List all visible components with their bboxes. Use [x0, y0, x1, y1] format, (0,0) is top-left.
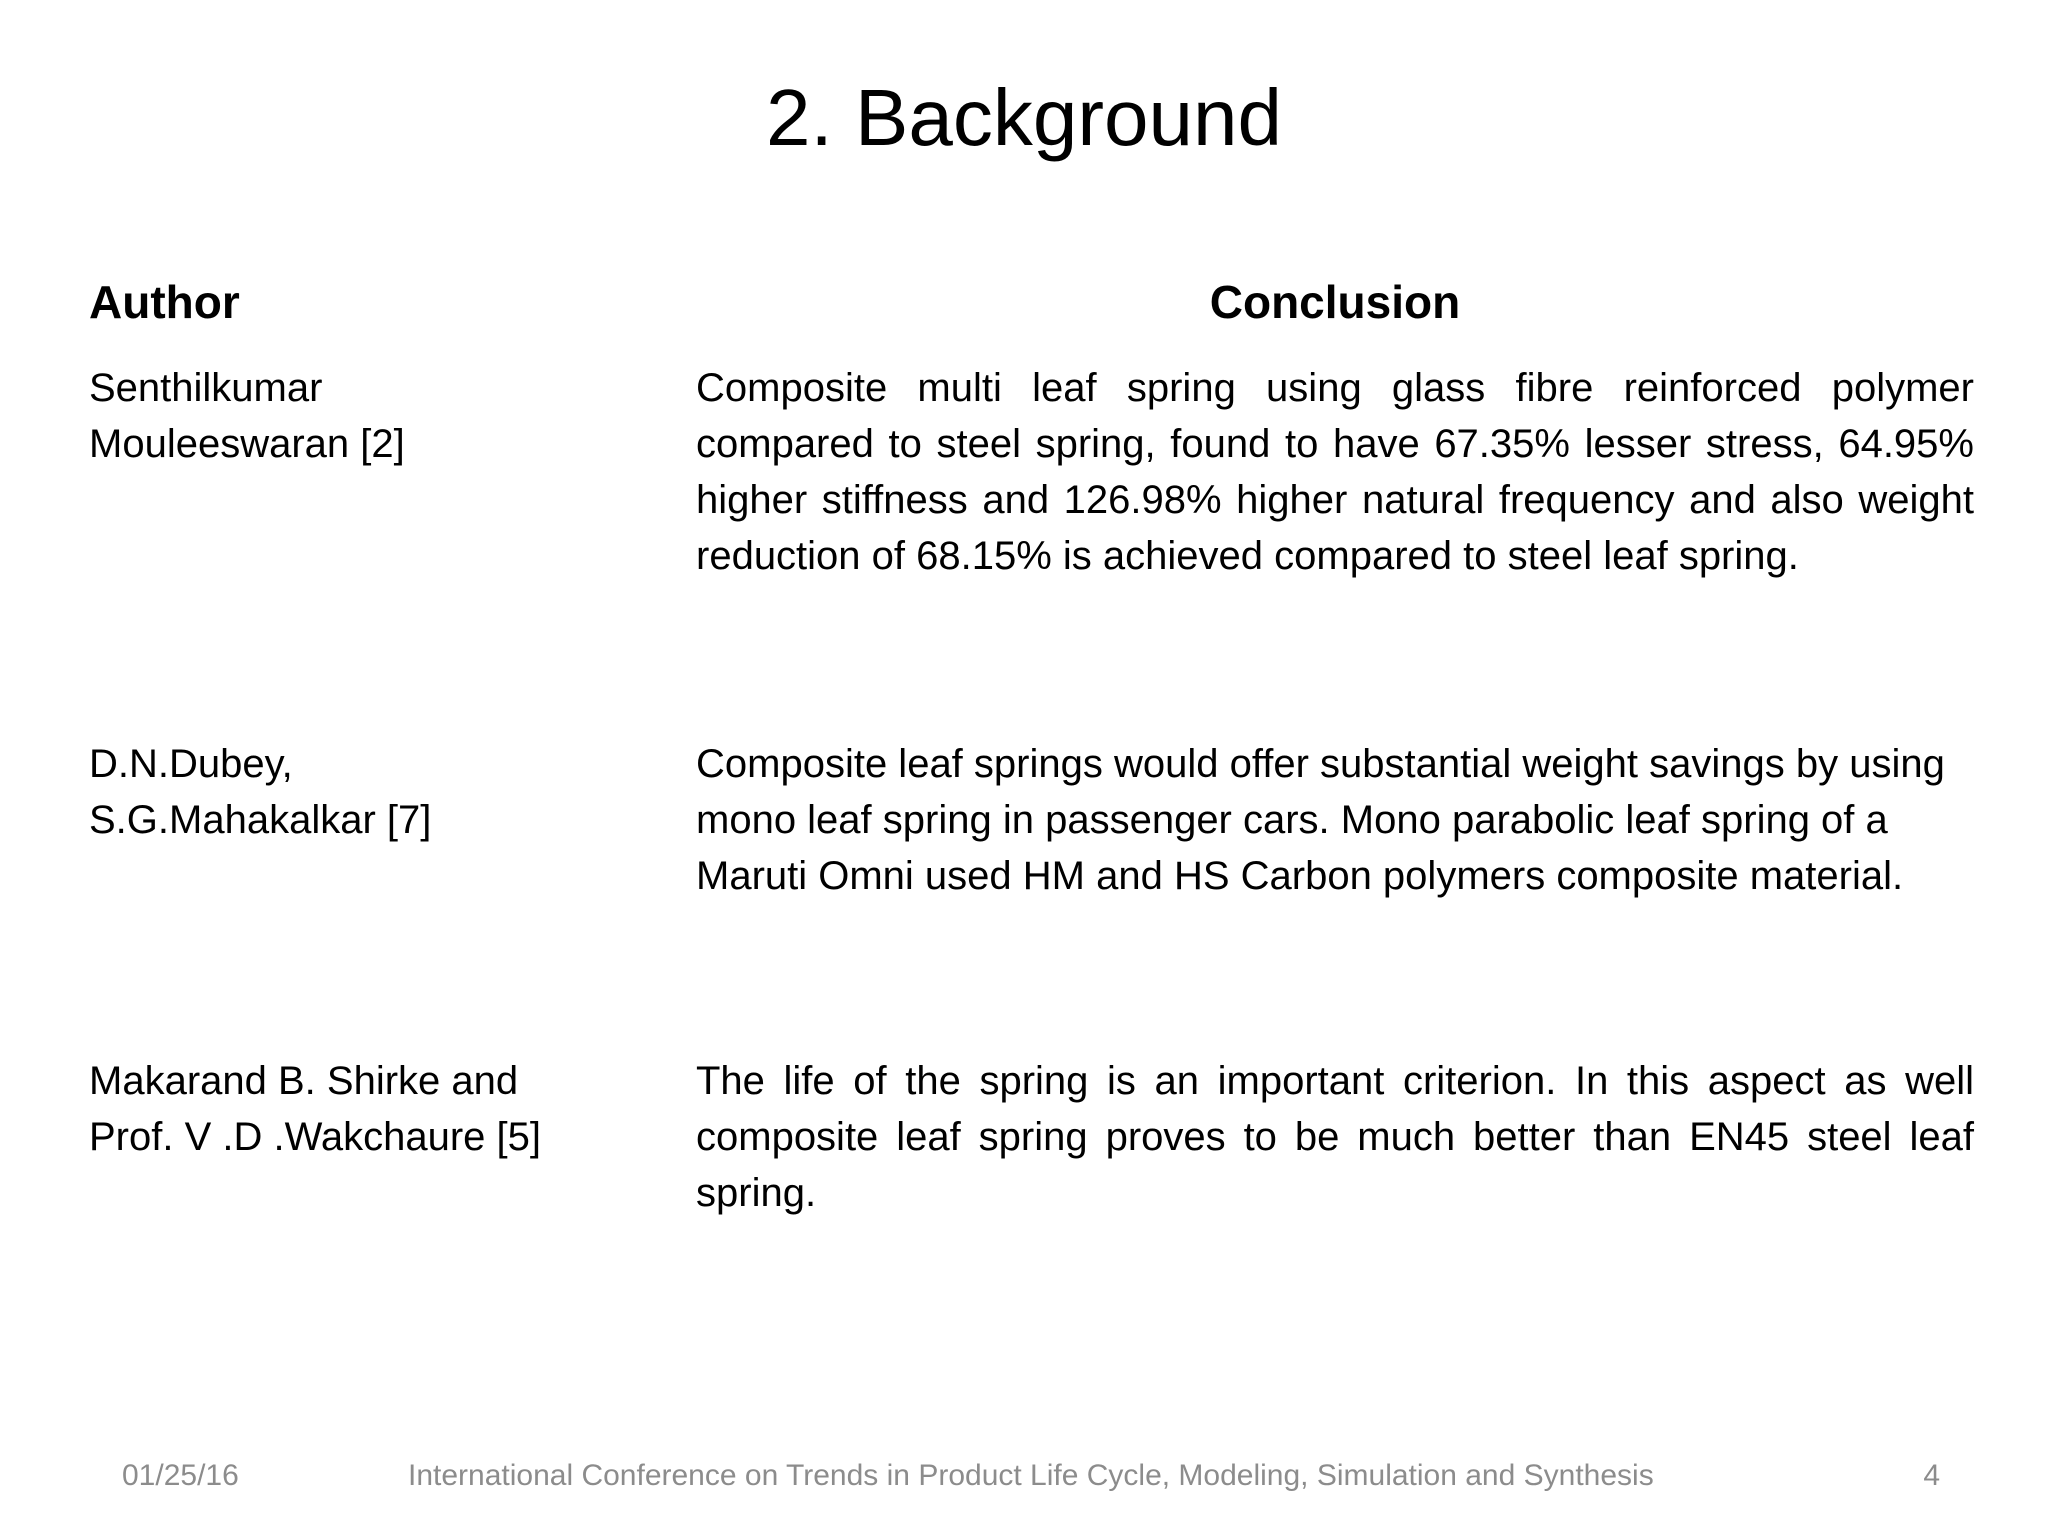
footer-conference-name: International Conference on Trends in Product Life Cycle, Modeling, Simulation and Synthesis: [408, 1459, 1654, 1492]
author-line: Senthilkumar: [89, 366, 323, 410]
author-cell: [89, 736, 649, 848]
author-line: D.N.Dubey,: [89, 742, 293, 786]
column-header-conclusion: Conclusion: [1209, 276, 1461, 328]
conclusion-cell: Composite leaf springs would offer substantial weight savings by using mono leaf spring in passenger cars. Mono parabolic leaf spring of a Maruti Omni used HM and HS Carbon polymers composite material.: [696, 742, 1945, 898]
author-cell: [89, 1053, 649, 1165]
footer-date: 01/25/16: [122, 1459, 239, 1492]
conclusion-cell: The life of the spring is an important criterion. In this aspect as well composite leaf spring proves to be much better than EN45 steel leaf spring.: [696, 1059, 1974, 1215]
author-line: S.G.Mahakalkar [7]: [89, 798, 432, 842]
author-line: Makarand B. Shirke and: [89, 1059, 519, 1103]
author-cell: [89, 360, 649, 472]
slide-title: 2. Background: [766, 73, 1282, 162]
conclusion-cell: Composite multi leaf spring using glass fibre reinforced polymer compared to steel spring, found to have 67.35% lesser stress, 64.95% higher stiffness and 126.98% higher natural frequency and also weight reduction of 68.15% is achieved compared to steel leaf spring.: [696, 366, 1974, 578]
footer-page-number: 4: [1923, 1459, 1940, 1492]
author-line: Prof. V .D .Wakchaure [5]: [89, 1115, 542, 1159]
column-header-author: Author: [89, 276, 240, 328]
author-line: Mouleeswaran [2]: [89, 422, 405, 466]
